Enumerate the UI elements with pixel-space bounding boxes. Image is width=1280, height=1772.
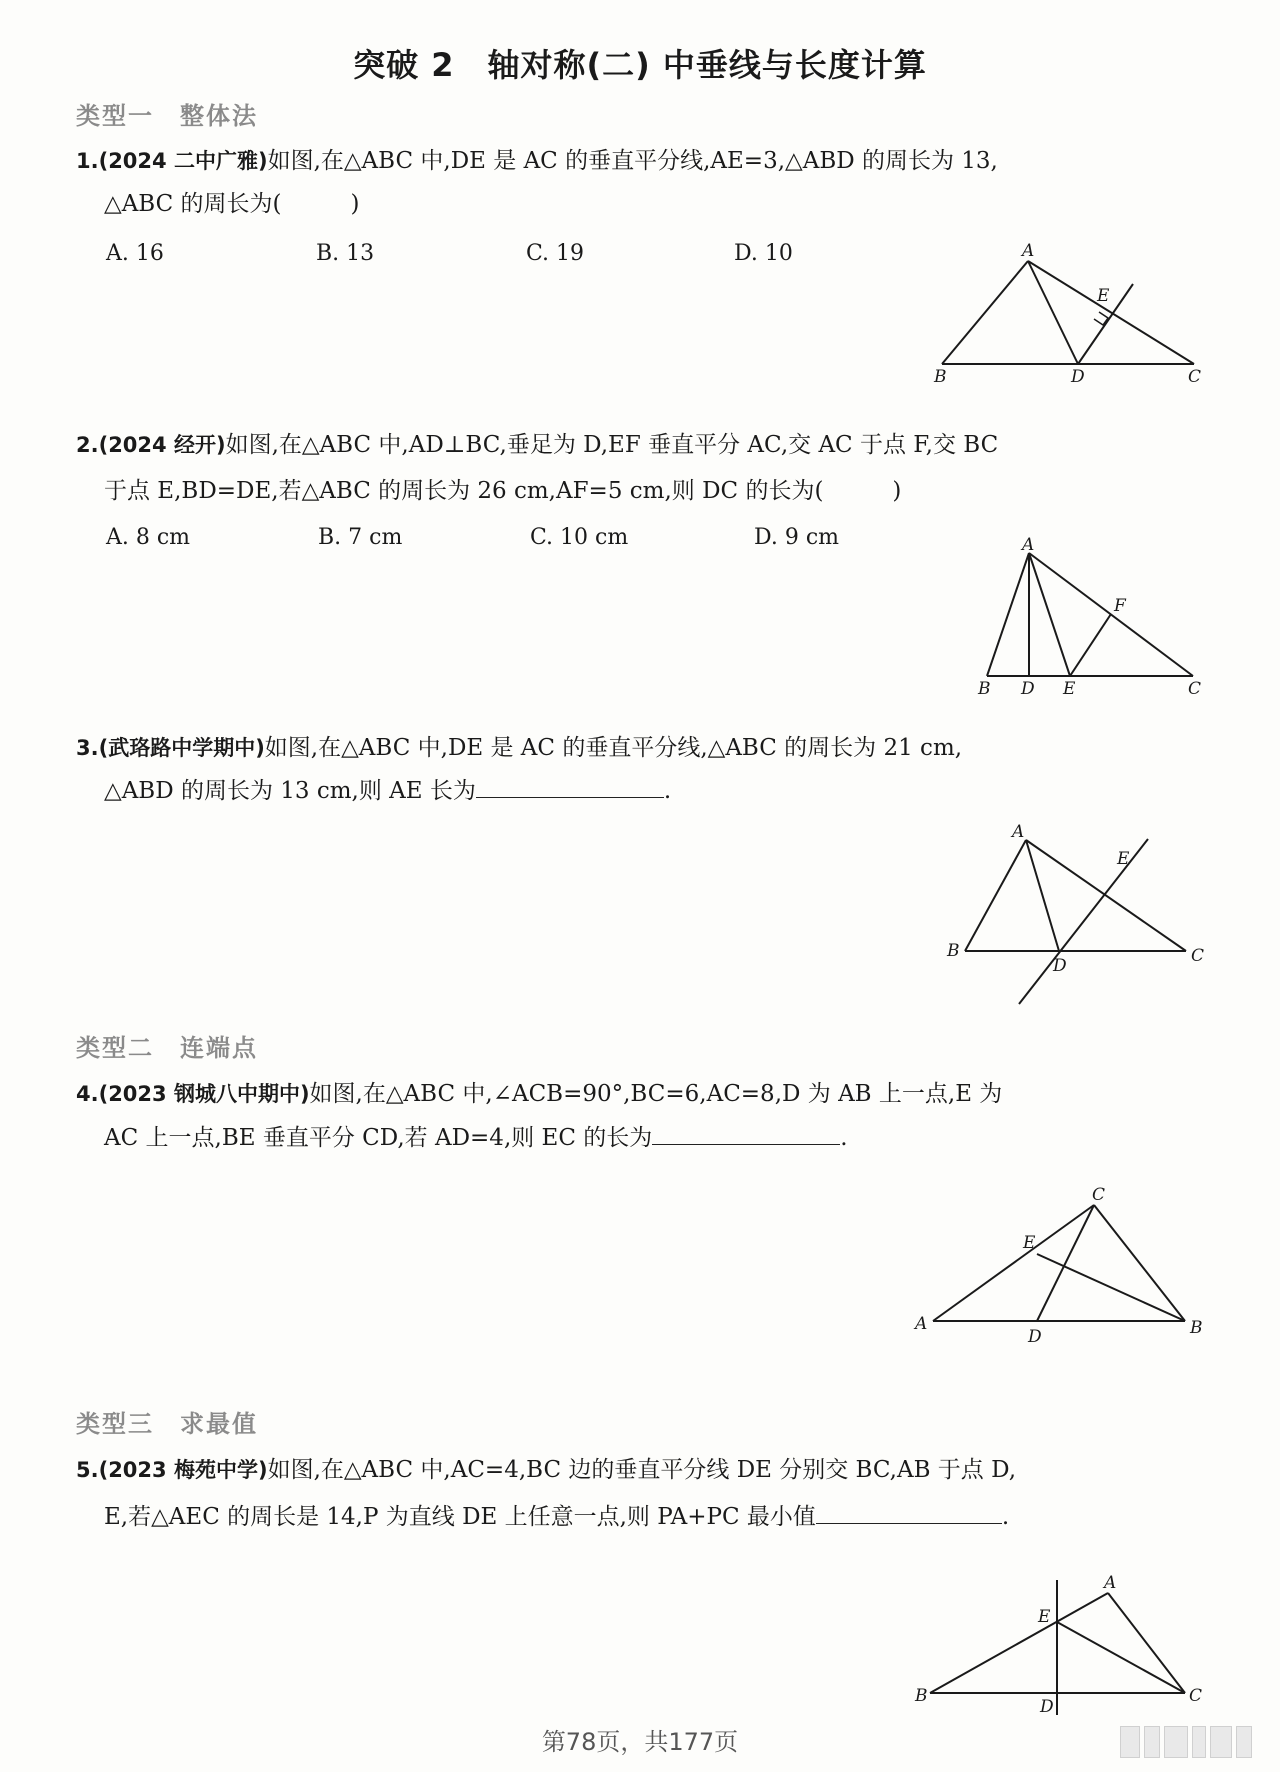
q3-number: 3. <box>76 736 99 760</box>
q5-seg-ab <box>930 1593 1108 1693</box>
q3-answer-blank[interactable] <box>476 775 664 798</box>
q5-seg-ac <box>1108 1593 1185 1693</box>
q3-label-a: A <box>1012 822 1025 842</box>
q4-seg-cb <box>1094 1205 1185 1321</box>
q2-label-b: B <box>978 679 991 699</box>
q4-seg-be <box>1037 1254 1185 1321</box>
q1-option-b[interactable]: B. 13 <box>316 241 375 266</box>
q4-seg-ac <box>933 1205 1094 1321</box>
q2-option-a[interactable]: A. 8 cm <box>106 525 191 550</box>
q2-seg-ab <box>987 553 1029 676</box>
q4-line1 <box>76 1077 1002 1111</box>
q5-label-c: C <box>1189 1686 1203 1706</box>
q2-label-a: A <box>1022 535 1035 555</box>
q1-label-a: A <box>1022 241 1035 261</box>
q2-text-2: 于点 E,BD=DE,若△ABC 的周长为 26 cm,AF=5 cm,则 DC 的长为( ) <box>104 478 902 504</box>
page-title: 突破 2 轴对称(二) 中垂线与长度计算 <box>353 46 927 84</box>
section-heading-2: 类型二 连端点 <box>76 1034 258 1062</box>
q1-label-c: C <box>1188 367 1202 387</box>
q1-seg-ab <box>942 261 1028 364</box>
q5-label-d: D <box>1040 1697 1054 1717</box>
q1-label-b: B <box>934 367 947 387</box>
q1-text-2: △ABC 的周长为( ) <box>104 191 360 217</box>
q3-text-1: 如图,在△ABC 中,DE 是 AC 的垂直平分线,△ABC 的周长为 21 cm, <box>264 735 963 761</box>
q3-end: . <box>663 778 672 804</box>
q2-number: 2. <box>76 433 99 457</box>
page-indicator: 第78页，共177页 <box>541 1728 739 1756</box>
q3-seg-ad <box>1026 840 1059 951</box>
q1-option-a[interactable]: A. 16 <box>106 241 164 266</box>
q2-option-b[interactable]: B. 7 cm <box>318 525 403 550</box>
q5-end: . <box>1001 1504 1010 1530</box>
q3-source: (武珞路中学期中) <box>98 736 265 760</box>
q1-option-c[interactable]: C. 19 <box>526 241 585 266</box>
q5-seg-ec <box>1057 1622 1185 1693</box>
q5-source: (2023 梅苑中学) <box>98 1458 268 1482</box>
q2-label-d: D <box>1021 679 1035 699</box>
watermark-logo <box>1120 1726 1256 1766</box>
section-heading-1: 类型一 整体法 <box>76 102 258 130</box>
q1-source: (2024 二中广雅) <box>98 149 268 173</box>
q3-label-c: C <box>1191 946 1205 966</box>
q2-label-c: C <box>1188 679 1202 699</box>
q3-text-2: △ABD 的周长为 13 cm,则 AE 长为 <box>104 778 476 804</box>
q3-label-e: E <box>1117 849 1130 869</box>
q2-seg-ef <box>1070 614 1111 676</box>
q4-text-1: 如图,在△ABC 中,∠ACB=90°,BC=6,AC=8,D 为 AB 上一点,E 为 <box>309 1081 1003 1107</box>
q1-label-e: E <box>1097 286 1110 306</box>
q3-seg-ac <box>1026 840 1186 951</box>
q1-text-1: 如图,在△ABC 中,DE 是 AC 的垂直平分线,AE=3,△ABD 的周长为 13, <box>267 148 998 174</box>
q4-seg-cd <box>1037 1205 1094 1321</box>
q4-answer-blank[interactable] <box>652 1122 840 1145</box>
q1-option-d[interactable]: D. 10 <box>734 241 793 266</box>
q2-source: (2024 经开) <box>98 433 226 457</box>
q4-label-e: E <box>1023 1233 1036 1253</box>
q2-label-e: E <box>1063 679 1076 699</box>
q5-label-a: A <box>1104 1573 1117 1593</box>
q3-seg-ab <box>965 840 1026 951</box>
q5-line1 <box>76 1453 1016 1487</box>
q3-line2 <box>104 774 671 808</box>
q5-label-e: E <box>1038 1607 1051 1627</box>
q3-label-d: D <box>1053 956 1067 976</box>
q4-label-b: B <box>1190 1318 1203 1338</box>
q5-answer-blank[interactable] <box>816 1501 1002 1524</box>
q2-line1 <box>76 428 998 462</box>
q2-seg-ae <box>1029 553 1070 676</box>
q5-text-1: 如图,在△ABC 中,AC=4,BC 边的垂直平分线 DE 分别交 BC,AB 于点 D, <box>267 1457 1017 1483</box>
q2-option-c[interactable]: C. 10 cm <box>530 525 629 550</box>
section-heading-3: 类型三 求最值 <box>76 1410 258 1438</box>
q1-number: 1. <box>76 149 99 173</box>
q4-line2 <box>104 1121 848 1155</box>
q5-text-2: E,若△AEC 的周长是 14,P 为直线 DE 上任意一点,则 PA+PC 最小值 <box>104 1504 816 1530</box>
q5-number: 5. <box>76 1458 99 1482</box>
q3-line1 <box>76 731 962 765</box>
q2-text-1: 如图,在△ABC 中,AD⊥BC,垂足为 D,EF 垂直平分 AC,交 AC 于点 F,交 BC <box>225 432 999 458</box>
q4-end: . <box>840 1125 848 1151</box>
q4-source: (2023 钢城八中期中) <box>98 1082 310 1106</box>
q4-label-a: A <box>915 1314 928 1334</box>
q1-label-d: D <box>1071 367 1085 387</box>
q4-label-c: C <box>1092 1185 1106 1205</box>
q5-line2 <box>104 1500 1009 1534</box>
q4-label-d: D <box>1028 1327 1042 1347</box>
q5-label-b: B <box>915 1686 928 1706</box>
q3-label-b: B <box>947 941 960 961</box>
q2-option-d[interactable]: D. 9 cm <box>754 525 840 550</box>
q4-text-2: AC 上一点,BE 垂直平分 CD,若 AD=4,则 EC 的长为 <box>104 1125 653 1151</box>
q2-label-f: F <box>1114 596 1126 616</box>
q4-number: 4. <box>76 1082 99 1106</box>
